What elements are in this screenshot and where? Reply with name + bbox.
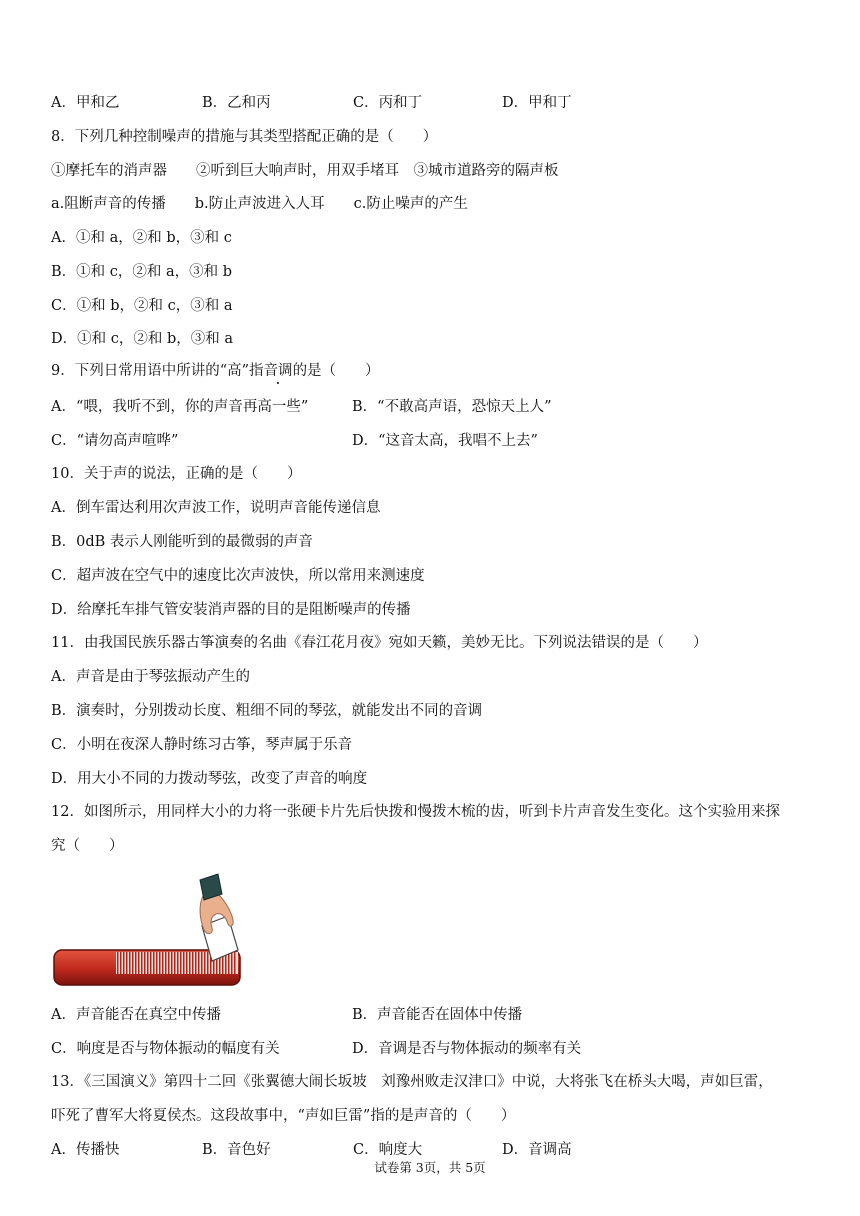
comb-tooth — [156, 952, 158, 974]
q13-option-c: C．响度大 — [353, 1142, 423, 1158]
q9-option-c: C．“请勿高声喧哗” — [51, 433, 179, 449]
page-footer: 试卷第 3页，共 5页 — [374, 1160, 486, 1175]
q9-stem-emphasis: 音调 — [263, 363, 293, 379]
q10-option-d: D．给摩托车排气管安装消声器的目的是阻断噪声的传播 — [51, 602, 411, 618]
comb-card-figure — [52, 872, 244, 990]
comb-tooth — [159, 952, 161, 974]
q9-stem-after: 的是（ ） — [292, 363, 380, 379]
q11-option-d: D．用大小不同的力拨动琴弦，改变了声音的响度 — [51, 771, 368, 787]
comb-tooth — [132, 952, 134, 974]
q7-option-b: B．乙和丙 — [202, 95, 271, 111]
q13-option-b: B．音色好 — [202, 1142, 271, 1158]
comb-tooth — [126, 952, 128, 974]
q12-options-row2 — [51, 1039, 831, 1059]
comb-tooth — [141, 952, 143, 974]
q13-option-a: A．传播快 — [51, 1142, 120, 1158]
q13-stem-line2: 吓死了曹军大将夏侯杰。这段故事中，“声如巨雷”指的是声音的（ ） — [51, 1108, 516, 1124]
comb-tooth — [162, 952, 164, 974]
q12-option-c: C．响度是否与物体振动的幅度有关 — [51, 1041, 280, 1057]
comb-tooth — [186, 952, 188, 974]
q7-option-a: A．甲和乙 — [51, 95, 120, 111]
q7-option-c: C．丙和丁 — [353, 95, 423, 111]
q9-options-row1 — [51, 397, 831, 417]
comb-tooth — [192, 952, 194, 974]
q10-stem: 10．关于声的说法，正确的是（ ） — [51, 466, 302, 482]
comb-tooth — [195, 952, 197, 974]
q8-measures: ①摩托车的消声器 ②听到巨大响声时，用双手堵耳 ③城市道路旁的隔声板 — [51, 163, 559, 179]
q7-option-d: D．甲和丁 — [502, 95, 572, 111]
q12-option-d: D．音调是否与物体振动的频率有关 — [352, 1041, 582, 1057]
q8-option-a: A．①和 a，②和 b，③和 c — [51, 230, 232, 246]
comb-tooth — [138, 952, 140, 974]
q13-options — [51, 1140, 831, 1160]
q13-option-d: D．音调高 — [502, 1142, 572, 1158]
q8-option-c: C．①和 b，②和 c，③和 a — [51, 298, 233, 314]
q8-stem: 8．下列几种控制噪声的措施与其类型搭配正确的是（ ） — [51, 129, 438, 145]
comb-tooth — [207, 952, 209, 974]
comb-tooth — [117, 952, 119, 974]
q11-option-c: C．小明在夜深人静时练习古筝，琴声属于乐音 — [51, 737, 353, 753]
q12-stem-line1: 12．如图所示，用同样大小的力将一张硬卡片先后快拨和慢拨木梳的齿，听到卡片声音发生变化。这个实验用来探 — [51, 804, 780, 820]
q8-types: a.阻断声音的传播 b.防止声波进入人耳 c.防止噪声的产生 — [51, 196, 468, 212]
q9-option-b: B．“不敢高声语，恐惊天上人” — [352, 399, 552, 415]
q9-stem — [51, 361, 380, 381]
comb-tooth — [150, 952, 152, 974]
q12-options-row1 — [51, 1005, 831, 1025]
comb-tooth — [153, 952, 155, 974]
comb-tooth — [123, 952, 125, 974]
comb-tooth — [198, 952, 200, 974]
comb-tooth — [180, 952, 182, 974]
q13-stem-line1: 13．《三国演义》第四十二回《张翼德大闹长坂坡 刘豫州败走汉津口》中说，大将张飞在桥头大喝，声如巨雷， — [51, 1074, 773, 1090]
comb-tooth — [144, 952, 146, 974]
comb-tooth — [174, 952, 176, 974]
q8-option-d: D．①和 c，②和 b，③和 a — [51, 331, 233, 347]
comb-tooth — [135, 952, 137, 974]
comb-tooth — [177, 952, 179, 974]
q12-stem-line2: 究（ ） — [51, 838, 124, 854]
comb-tooth — [165, 952, 167, 974]
comb-tooth — [183, 952, 185, 974]
q11-stem: 11．由我国民族乐器古筝演奏的名曲《春江花月夜》宛如天籁，美妙无比。下列说法错误的是（ ） — [51, 635, 708, 651]
q9-option-a: A．“喂，我听不到，你的声音再高一些” — [51, 399, 309, 415]
comb-tooth — [129, 952, 131, 974]
comb-tooth — [189, 952, 191, 974]
q10-option-b: B．0dB 表示人刚能听到的最微弱的声音 — [51, 534, 313, 550]
comb-tooth — [201, 952, 203, 974]
q7-options — [51, 93, 831, 113]
comb-tooth — [204, 952, 206, 974]
comb-tooth — [168, 952, 170, 974]
comb-tooth — [231, 952, 233, 974]
comb-tooth — [120, 952, 122, 974]
q10-option-a: A．倒车雷达利用次声波工作，说明声音能传递信息 — [51, 500, 381, 516]
comb-tooth — [234, 952, 236, 974]
comb-tooth — [147, 952, 149, 974]
q12-option-b: B．声音能否在固体中传播 — [352, 1007, 523, 1023]
comb-tooth — [171, 952, 173, 974]
q11-option-b: B．演奏时，分别拨动长度、粗细不同的琴弦，就能发出不同的音调 — [51, 703, 483, 719]
q12-option-a: A．声音能否在真空中传播 — [51, 1007, 221, 1023]
q9-stem-before: 9．下列日常用语中所讲的“高”指 — [51, 363, 264, 379]
q8-option-b: B．①和 c，②和 a，③和 b — [51, 264, 233, 280]
q10-option-c: C．超声波在空气中的速度比次声波快，所以常用来测速度 — [51, 568, 425, 584]
comb-tooth — [228, 952, 230, 974]
q9-option-d: D．“这音太高，我唱不上去” — [352, 433, 538, 449]
q9-options-row2 — [51, 431, 831, 451]
q11-option-a: A．声音是由于琴弦振动产生的 — [51, 669, 250, 685]
